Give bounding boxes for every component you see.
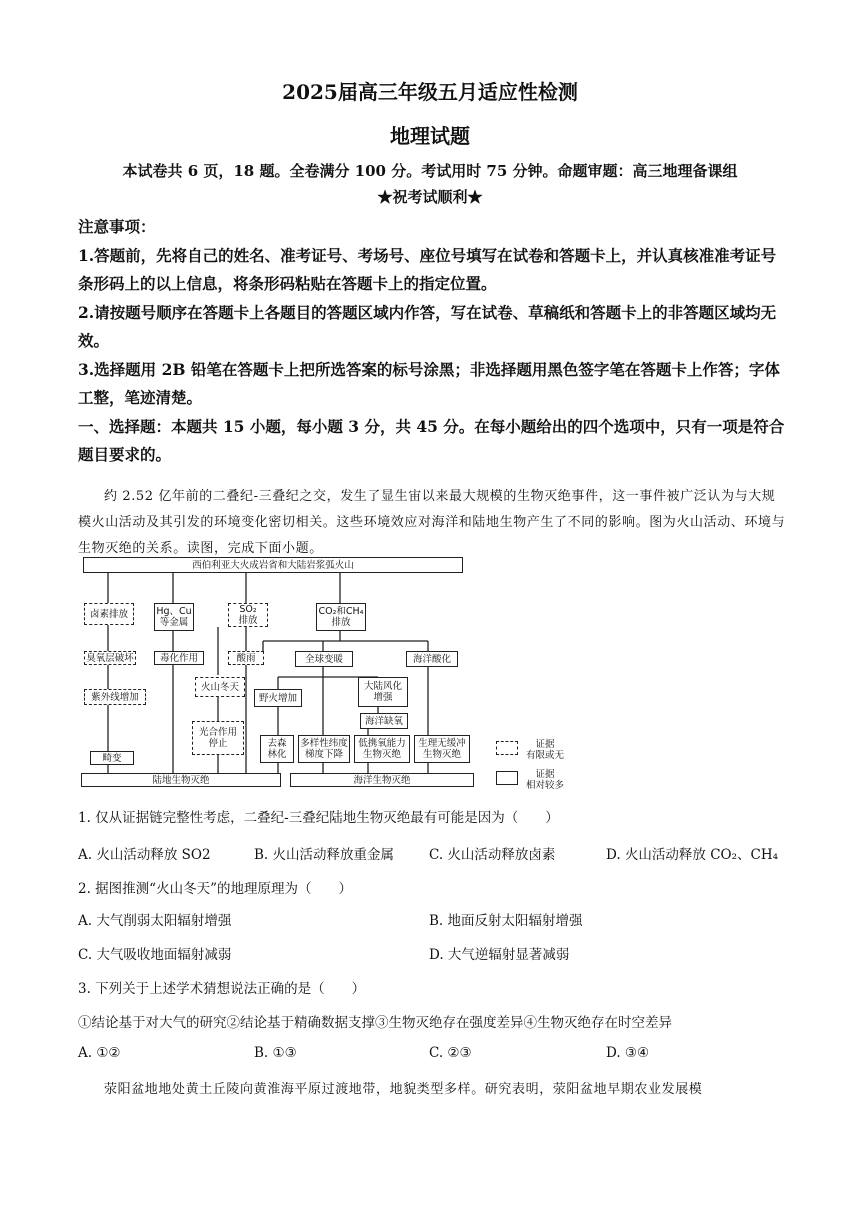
option-a: A. ①② (78, 1045, 121, 1061)
node-low-oxygen-extinction: 低携氧能力 生物灭绝 (354, 735, 410, 763)
node-ocean-acidification: 海洋酸化 (406, 651, 458, 667)
option-c: C. 火山活动释放卤素 (429, 847, 556, 863)
node-halogen: 卤素排放 (84, 603, 134, 625)
option-b: B. ①③ (254, 1045, 297, 1061)
exam-info: 本试卷共 6 页，18 题。全卷满分 100 分。考试用时 75 分钟。命题审题：高三地理备课组 (122, 162, 738, 180)
node-warming: 全球变暖 (295, 651, 353, 667)
node-marine-extinction: 海洋生物灭绝 (290, 773, 474, 787)
node-photosynthesis-stop: 光合作用 停止 (192, 721, 244, 755)
node-uv: 紫外线增加 (84, 689, 146, 705)
legend-dashed-label: 证据 有限或无 (526, 739, 565, 761)
node-acid-rain: 酸雨 (228, 651, 264, 665)
next-passage-start: 荥阳盆地地处黄土丘陵向黄淮海平原过渡地带，地貌类型多样。研究表明，荥阳盆地早期农业发展模 (104, 1082, 703, 1097)
question-3-options (78, 1045, 798, 1065)
option-a: A. 火山活动释放 SO2 (78, 847, 211, 863)
reading-passage (78, 484, 788, 562)
good-luck-line: ★祝考试顺利★ (377, 188, 483, 206)
node-so2: SO₂ 排放 (228, 603, 268, 627)
node-land-extinction: 陆地生物灭绝 (81, 773, 281, 787)
notice-section (78, 213, 788, 470)
node-weathering: 大陆风化 增强 (358, 677, 408, 707)
question-3-statements: ①结论基于对大气的研究②结论基于精确数据支撑③生物灭绝存在强度差异④生物灭绝存在时空差异 (78, 1015, 672, 1031)
notice-heading: 注意事项： (78, 217, 156, 236)
legend-solid-box (496, 771, 518, 785)
option-d: D. 火山活动释放 CO₂、CH₄ (606, 847, 779, 863)
option-d: D. ③④ (606, 1045, 650, 1061)
question-2-options-row1 (78, 909, 798, 929)
node-metals: Hg、Cu 等金属 (154, 603, 194, 631)
diagram-top-source: 西伯利亚大火成岩省和大陆岩浆弧火山 (83, 557, 463, 573)
node-poison: 毒化作用 (154, 651, 204, 665)
node-malformation: 畸变 (90, 751, 134, 765)
node-ozone: 臭氧层破坏 (84, 651, 136, 665)
option-b: B. 火山活动释放重金属 (254, 847, 395, 863)
section-heading: 一、选择题：本题共 15 小题，每小题 3 分，共 45 分。在每小题给出的四个选项中，只有一项是符合题目要求的。 (78, 416, 785, 464)
notice-item: 1.答题前，先将自己的姓名、准考证号、考场号、座位号填写在试卷和答题卡上，并认真核准准考证号条形码上的以上信息，将条形码粘贴在答题卡上的指定位置。 (78, 245, 777, 293)
node-no-buffer-extinction: 生理无缓冲 生物灭绝 (414, 735, 470, 763)
question-2-stem: 2. 据图推测“火山冬天”的地理原理为（ ） (78, 881, 352, 897)
exam-title: 2025届高三年级五月适应性检测 (282, 80, 578, 104)
node-volcanic-winter: 火山冬天 (195, 677, 245, 697)
notice-item: 2.请按题号顺序在答题卡上各题目的答题区域内作答，写在试卷、草稿纸和答题卡上的非答题区域均无效。 (78, 302, 777, 350)
node-deforestation: 去森 林化 (260, 735, 294, 763)
option-a: A. 大气削弱太阳辐射增强 (78, 913, 232, 929)
node-diversity-gradient: 多样性纬度 梯度下降 (298, 735, 350, 763)
subject-title: 地理试题 (390, 124, 470, 148)
node-co2-ch4: CO₂和CH₄ 排放 (316, 603, 366, 631)
option-b: B. 地面反射太阳辐射增强 (429, 913, 583, 929)
question-1-stem: 1. 仅从证据链完整性考虑，二叠纪-三叠纪陆地生物灭绝最有可能是因为（ ） (78, 810, 559, 826)
question-3-stem: 3. 下列关于上述学术猜想说法正确的是（ ） (78, 981, 366, 997)
notice-item: 3.选择题用 2B 铅笔在答题卡上把所选答案的标号涂黑；非选择题用黑色签字笔在答题卡上作答；字体工整，笔迹清楚。 (78, 359, 780, 407)
node-ocean-hypoxia: 海洋缺氧 (360, 713, 408, 729)
extinction-flow-diagram (78, 555, 698, 795)
question-2-options-row2 (78, 943, 798, 963)
legend-dashed-box (496, 741, 518, 755)
passage-text: 约 2.52 亿年前的二叠纪-三叠纪之交，发生了显生宙以来最大规模的生物灭绝事件，这一事件被广泛认为与大规模火山活动及其引发的环境变化密切相关。这些环境效应对海洋和陆地生物产生了不同的影响。图为火山活动、环境与生物灭绝的关系。读图，完成下面小题。 (78, 489, 786, 556)
option-c: C. 大气吸收地面辐射减弱 (78, 947, 232, 963)
node-wildfire: 野火增加 (254, 689, 302, 707)
question-1-options (78, 843, 798, 863)
legend-solid-label: 证据 相对较多 (526, 769, 565, 791)
option-d: D. 大气逆辐射显著减弱 (429, 947, 570, 963)
option-c: C. ②③ (429, 1045, 472, 1061)
